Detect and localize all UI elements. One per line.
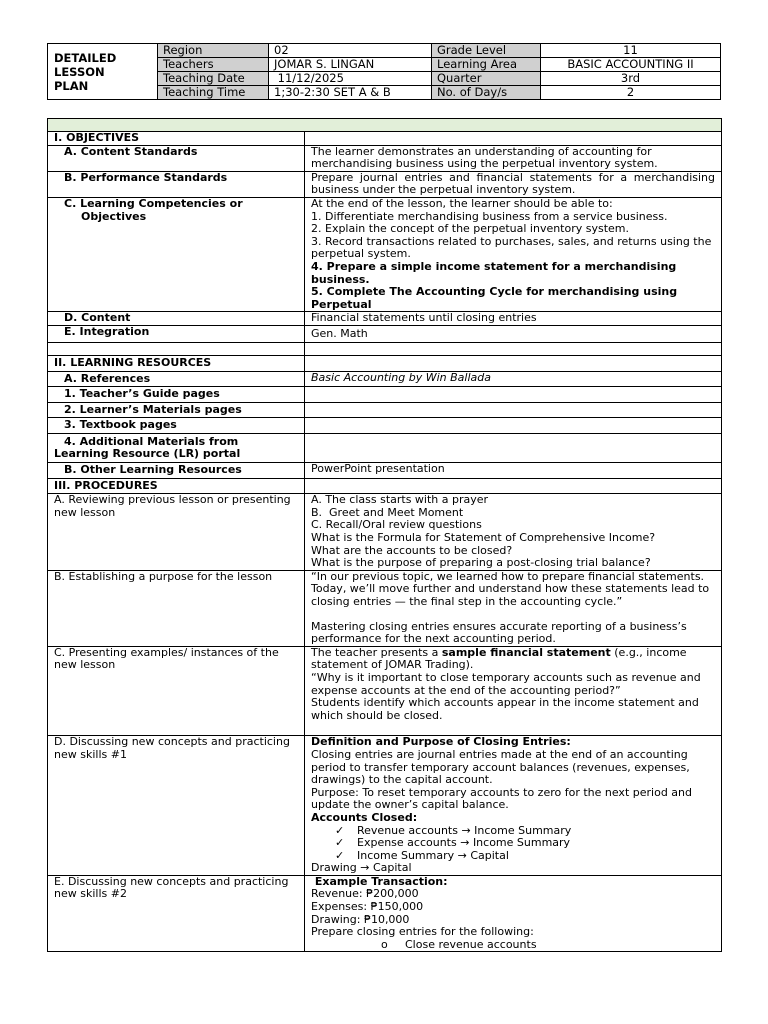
procedure-d-content [305,736,722,876]
table-row [48,433,722,462]
table-row [48,418,722,434]
empty-cell [305,433,722,462]
table-row [48,463,722,479]
procedure-line: Drawing → Capital [311,861,412,875]
empty-cell [48,342,305,355]
procedure-line: A. The class starts with a prayer [311,493,489,507]
teachers-value: JOMAR S. LINGAN [269,58,432,72]
integration-text: Gen. Math [305,325,722,342]
competencies-label [48,197,305,311]
procedure-line: C. Recall/Oral review questions [311,518,482,532]
procedure-paragraph: Closing entries are journal entries made at the end of an accounting period to transfer temporary account balances (revenues, expenses, drawings) to the capital account. [311,747,690,787]
table-row [48,171,722,197]
procedure-heading: Example Transaction: [311,874,448,888]
table-row [48,325,722,342]
procedure-line: What is the Formula for Statement of Comprehensive Income? [311,531,656,545]
competency-item: 2. Explain the concept of the perpetual inventory system. [311,222,630,236]
competencies-label-line: C. Learning Competencies or [64,196,243,210]
competency-item: 5. Complete The Accounting Cycle for merchandising using Perpetual [311,285,678,311]
other-resources-label: B. Other Learning Resources [48,463,305,479]
table-top-band [48,119,722,132]
procedure-c-content [305,646,722,736]
document-title [48,44,158,100]
procedure-line: B. Greet and Meet Moment [311,505,464,519]
empty-cell [305,387,722,403]
empty-cell [305,132,722,146]
checkmark-icon: ✓ [335,823,345,837]
content-standards-label: A. Content Standards [48,145,305,171]
title-line: PLAN [54,78,89,93]
table-row [48,371,722,387]
procedure-b-content [305,570,722,646]
empty-cell [305,342,722,355]
content-label: D. Content [48,312,305,326]
performance-standards-text: Prepare journal entries and financial statements for a merchandising business under the perpetual inventory system. [305,171,722,197]
title-line: LESSON [54,64,105,79]
references-label: A. References [48,371,305,387]
title-line: DETAILED [54,50,117,65]
grade-level-value: 11 [541,44,721,58]
region-value: 02 [269,44,432,58]
lesson-plan-table [47,118,722,952]
teachers-guide-label: 1. Teacher’s Guide pages [48,387,305,403]
teaching-time-value: 1;30-2:30 SET A & B [269,86,432,100]
text-span: The teacher presents a [311,645,442,659]
checkmark-icon: ✓ [335,836,345,850]
teachers-label: Teachers [158,58,269,72]
empty-cell [305,402,722,418]
table-row [48,646,722,736]
text-span: (e.g., income statement of JOMAR Trading). [311,645,687,672]
list-item-text: Close revenue accounts [405,937,537,951]
table-row [48,570,722,646]
list-item-text: Expense accounts → Income Summary [357,836,571,850]
table-row [48,387,722,403]
procedure-a-content [305,494,722,571]
textbook-label: 3. Textbook pages [48,418,305,434]
content-text: Financial statements until closing entries [305,312,722,326]
procedure-d-label: D. Discussing new concepts and practicing new skills #1 [48,736,305,876]
competency-item: 3. Record transactions related to purchases, sales, and returns using the perpetual system. [311,234,712,261]
bold-span: sample financial statement [441,645,611,659]
references-text: Basic Accounting by Win Ballada [305,371,722,387]
additional-label-line: 4. Additional Materials from [64,434,239,448]
list-item-text: Revenue accounts → Income Summary [357,823,572,837]
region-label: Region [158,44,269,58]
additional-materials-label [48,433,305,462]
performance-standards-label: B. Performance Standards [48,171,305,197]
procedure-heading: Accounts Closed: [311,810,418,824]
table-row [48,132,722,146]
competencies-text [305,197,722,311]
procedure-line: What are the accounts to be closed? [311,543,513,557]
table-row [48,494,722,571]
days-value: 2 [541,86,721,100]
other-resources-text: PowerPoint presentation [305,463,722,479]
resources-heading: II. LEARNING RESOURCES [48,355,305,371]
procedure-line: Prepare closing entries for the following: [311,925,534,939]
integration-label: E. Integration [48,325,305,342]
table-row [48,197,722,311]
competencies-intro: At the end of the lesson, the learner should be able to: [311,196,613,210]
checkmark-icon: ✓ [335,848,345,862]
table-row [48,145,722,171]
table-row [48,342,722,355]
procedure-e-label: E. Discussing new concepts and practicing new skills #2 [48,875,305,952]
procedure-paragraph: Purpose: To reset temporary accounts to zero for the next period and update the owner’s capital balance. [311,785,692,812]
empty-cell [305,478,722,494]
objectives-heading: I. OBJECTIVES [48,132,305,146]
procedure-paragraph: “Why is it important to close temporary accounts such as revenue and expense accounts at the end of the accounting period?” [311,670,701,697]
procedure-e-content [305,875,722,952]
lesson-header-table [47,43,721,100]
learning-area-label: Learning Area [432,58,541,72]
competency-item: 1. Differentiate merchandising business from a service business. [311,209,668,223]
spacer [311,609,715,621]
days-label: No. of Day/s [432,86,541,100]
procedure-line: Expenses: ₱150,000 [311,900,424,914]
learners-materials-label: 2. Learner’s Materials pages [48,402,305,418]
bullet-icon: o [381,937,388,951]
teaching-date-value: 11/12/2025 [269,72,432,86]
additional-label-line: Learning Resource (LR) portal [54,447,241,461]
quarter-label: Quarter [432,72,541,86]
table-row [48,402,722,418]
table-row [48,312,722,326]
table-row [48,875,722,952]
teaching-date-label: Teaching Date [158,72,269,86]
grade-level-label: Grade Level [432,44,541,58]
procedures-heading: III. PROCEDURES [48,478,305,494]
empty-cell [305,355,722,371]
content-standards-text: The learner demonstrates an understanding of accounting for merchandising business using the perpetual inventory system. [305,145,722,171]
procedure-paragraph: “In our previous topic, we learned how to prepare financial statements. Today, we’ll move further and understand how these statements lead to closing entries — the final step in the accounting cycle.” [311,569,710,608]
procedure-line: Revenue: ₱200,000 [311,887,419,901]
table-row [48,736,722,876]
procedure-c-label: C. Presenting examples/ instances of the new lesson [48,646,305,736]
procedure-heading: Definition and Purpose of Closing Entries: [311,735,571,749]
table-row [48,478,722,494]
competencies-label-line: Objectives [81,209,147,223]
procedure-line: What is the purpose of preparing a post-closing trial balance? [311,556,651,570]
table-row [48,355,722,371]
procedure-paragraph [311,647,715,672]
teaching-time-label: Teaching Time [158,86,269,100]
procedure-paragraph: Students identify which accounts appear in the income statement and which should be closed. [311,696,699,722]
list-item [311,939,715,952]
list-item-text: Income Summary → Capital [357,848,509,862]
procedure-a-label: A. Reviewing previous lesson or presenting new lesson [48,494,305,571]
competency-item: 4. Prepare a simple income statement for a merchandising business. [311,259,677,286]
learning-area-value: BASIC ACCOUNTING II [541,58,721,72]
quarter-value: 3rd [541,72,721,86]
empty-cell [305,418,722,434]
procedure-line: Drawing: ₱10,000 [311,912,410,926]
procedure-b-label: B. Establishing a purpose for the lesson [48,570,305,646]
procedure-paragraph: Mastering closing entries ensures accurate reporting of a business’s performance for the next accounting period. [311,619,687,646]
